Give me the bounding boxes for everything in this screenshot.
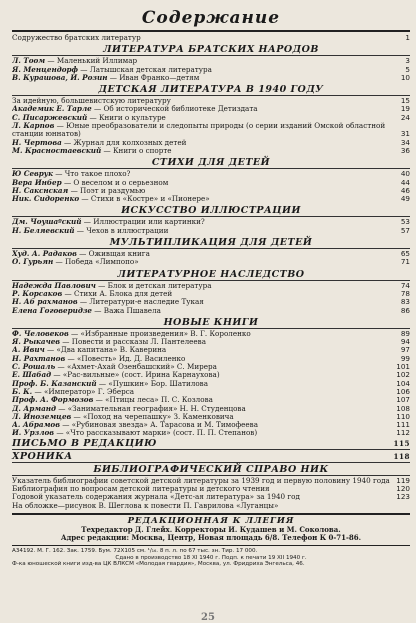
entry-page: 3 [405,56,410,66]
section [12,205,410,235]
entry-author: Ник. Сидоренко [12,195,80,204]
entry-page: 102 [396,370,410,380]
toc-entry [12,227,410,235]
entry-title: Маленький Иллимар [56,57,138,66]
entry-text [12,282,396,290]
entry-text [12,363,396,371]
entry-author: М. Красностаевский [12,146,102,155]
entry-text [12,105,396,113]
entry-title: «Что рассказывают марки» (сост. П. П. Степанов) [65,429,258,438]
dash-separator: — [53,258,66,267]
entry-title: Об исторической библиотеке Детиздата [103,105,258,114]
dash-separator: — [54,121,67,131]
chronicle-title: ХРОНИКА [12,450,73,462]
section-heading: СТИХИ ДЛЯ ДЕТЕЙ [12,157,410,169]
dash-separator: — [45,57,57,66]
entry-page: 78 [400,288,410,298]
toc-entry [12,250,410,258]
section [12,84,410,155]
entry-text [12,396,396,404]
entry-page: 46 [400,185,410,195]
entry-page: 65 [400,249,410,259]
entry-title: «Рас-вильные» (сост. Ирина Карнаухова) [62,371,220,380]
entry-page: 111 [396,420,410,430]
entry-author: Академик Е. Тарле [12,105,92,114]
entry-text [12,346,396,354]
dash-separator: — [91,105,104,114]
entry-page: 36 [400,145,410,155]
entry-title: Латышская детская литература [89,65,212,74]
dash-separator: — [93,396,106,405]
entry-author: Д. Арманд [12,404,57,413]
entry-title: Поэт и раздумью [80,186,146,195]
entry-text [12,371,396,379]
dash-separator: — [62,289,74,298]
contents-page [12,0,410,568]
entry-page: 57 [400,225,410,235]
colophon-line2: Адрес редакции: Москва, Центр, Новая площадь 6/8. Телефон К 0-71-86. [60,533,362,543]
toc-entry [12,413,410,421]
section-heading: ЛИТЕРАТУРНОЕ НАСЛЕДСТВО [12,269,410,281]
biblio-text: Библиография по вопросам детской литературы и детского чтения [12,483,270,493]
entry-author: Ю Севрук [12,170,53,179]
entry-text [12,187,396,195]
entry-page: 74 [400,280,410,290]
toc-entry [12,179,410,187]
entry-title: «Занимательная география» Н. Н. Студенцова [67,404,246,413]
section [12,269,410,315]
entry-page: 10 [400,72,410,82]
entry-author: Л. Карпов [12,121,55,131]
entry-title: Иван Франко—детям [119,73,200,82]
toc-entry [12,298,410,306]
section-heading: ДЕТСКАЯ ЛИТЕРАТУРА В 1940 ГОДУ [12,84,410,96]
entry-author: В. Курашова, И. Розин [12,73,108,82]
dash-separator: — [74,226,87,235]
entry-page: 89 [400,328,410,338]
section [12,317,410,438]
entry-title: Стихи в «Костре» и «Пионере» [90,195,210,204]
letters-page: 115 [393,438,410,448]
biblio-page: 119 [396,475,410,485]
entry-text [12,97,396,105]
toc-entry [12,74,410,82]
entry-text [12,139,396,147]
entry-page: 40 [400,169,410,179]
entry-text [12,250,396,258]
entry-text [12,307,396,315]
entry-author: Надежда Павлович [12,281,96,290]
entry-title: О веселом и о серьезном [73,178,169,187]
entry-title: Стихи А. Блока для детей [73,289,173,298]
entry-text [12,413,396,421]
entry-text [12,405,396,413]
entry-author: Проф. А. Формозов [12,396,94,405]
biblio-page: 120 [396,483,410,493]
toc-entry [12,290,410,298]
dash-separator: — [61,138,74,147]
entry-page: 49 [400,194,410,204]
dash-separator: — [59,421,72,430]
section [12,44,410,82]
sections [12,44,410,437]
entry-text [12,122,396,139]
entry-page: 86 [400,305,410,315]
entry-page: 110 [396,411,410,421]
entry-author: Н. Беляевский [12,226,75,235]
entry-author: Проф. Б. Казанский [12,379,97,388]
toc-entry [12,330,410,338]
section-heading: МУЛЬТИПЛИКАЦИЯ ДЛЯ ДЕТЕЙ [12,237,410,249]
entry-title: «Пушкин» Бор. Шатилова [108,379,208,388]
entry-text [12,429,396,437]
chronicle-page: 118 [393,451,410,461]
entry-title: Журнал для колхозных детей [73,138,187,147]
dash-separator: — [95,281,108,290]
entry-author: С. Рошаль [12,363,56,372]
entry-title: Книги о культуре [98,113,166,122]
biblio-list [12,477,410,510]
page-number: 25 [201,612,215,623]
entry-title: Победа «Лимпопо» [65,258,139,267]
toc-entry [12,122,410,139]
dash-separator: — [60,338,72,347]
toc-entry [12,57,410,65]
biblio-page: 123 [396,492,410,502]
letters-heading [12,438,410,450]
entry-title: Книги о спорте [112,146,172,155]
entry-title: Чехов в иллюстрации [86,226,169,235]
biblio-heading: БИБЛИОГРАФИЧЕСКИЙ СПРАВО НИК [12,464,410,476]
entry-author: Я. Рыкачев [12,338,61,347]
fine-line1: А34192. М. Г. 162. Зак. 1759. Бум. 72Х105 см. ¹/₁₆. 8 п. л. по 67 тыс. зн. Тир. 17 000. [12,547,258,554]
entry-text [12,74,396,82]
entry-text [12,330,396,338]
toc-entry [12,218,410,226]
entry-title: За идейную, большевистскую литературу [12,97,171,106]
entry-text [12,227,396,235]
entry-text [12,388,396,396]
toc-entry [12,282,410,290]
toc-entry [12,363,410,371]
section [12,237,410,267]
entry-title: Блок и детская литература [107,281,212,290]
dash-separator: — [68,186,81,195]
toc-entry [12,388,410,396]
dash-separator: — [76,250,89,259]
entry-page: 106 [396,386,410,396]
toc-entry [12,396,410,404]
entry-author: Л. Тоом [12,57,46,66]
entry-title: «Рубиновая звезда» А. Тарасова и М. Тимофеева [71,421,259,430]
entry-author: А. Ивич [12,346,45,355]
dash-separator: — [78,65,90,74]
entry-page: 53 [400,217,410,227]
entry-text [12,195,396,203]
entry-page: 5 [405,64,410,74]
dash-separator: — [65,354,77,363]
entry-text [12,147,396,155]
dash-separator: — [52,170,65,179]
entry-page: 15 [400,96,410,106]
entry-text [12,421,396,429]
entry-text [12,179,396,187]
fine-line2: Сдано в производство 18 XI 1940 г. Подп. к печати 19 XII 1940 г. [115,554,307,561]
entry-author: Худ. А. Радаков [12,250,77,259]
entry-title: Юные преобразователи и следопыты природы (о серии изданий Омской областной станции юннатов) [12,121,386,139]
entry-text [12,355,396,363]
entry-text [12,170,396,178]
entry-title: Иллюстрации или картинки? [93,218,205,227]
intro-page: 1 [405,33,410,42]
entry-text [12,258,396,266]
entry-page: 107 [396,395,410,405]
chronicle-heading [12,451,410,463]
biblio-text: На обложке—рисунок В. Шеглова к повести П. Гаврилова «Луганцы» [12,500,279,510]
dash-separator: — [79,195,91,204]
biblio-text: Годовой указатель содержания журнала «Детс-ая литература» за 1940 год [12,492,300,502]
dash-separator: — [44,346,57,355]
letters-title: ПИСЬМО В РЕДАКЦИЮ [12,437,157,449]
section-heading: ИСКУССТВО ИЛЛЮСТРАЦИИ [12,205,410,217]
dash-separator: — [87,113,99,122]
toc-entry [12,258,410,266]
entry-author: Н. Чертова [12,138,62,147]
toc-entry [12,170,410,178]
entry-author: Н. Сакснская [12,186,69,195]
dash-separator: — [54,429,66,438]
entry-title: «Повесть» Ид. Д. Василенко [76,354,186,363]
entry-text [12,66,396,74]
entry-title: Оживщая книга [88,250,150,259]
entry-page: 71 [400,257,410,267]
intro-row [12,34,410,42]
dash-separator: — [101,146,113,155]
entry-title: «Избранные произведения» В. Г. Короленко [80,329,251,338]
dash-separator: — [71,412,84,421]
toc-entry [12,147,410,155]
entry-author: Н. Аб рахманов [12,298,78,307]
entry-page: 24 [400,112,410,122]
dash-separator: — [56,404,68,413]
toc-entry [12,307,410,315]
toc-entry [12,346,410,354]
toc-entry [12,421,410,429]
entry-text [12,298,396,306]
colophon-heading: РЕДАКЦИОННАЯ К ЛЛЕГИЯ [12,513,410,526]
entry-text [12,290,396,298]
fine-line3: Ф-ка юношеской книги изд-ва ЦК ВЛКСМ «Молодая гвардия», Москва, ул. Фридриха Энгельса, 46. [12,561,305,568]
dash-separator: — [68,329,81,338]
entry-page: 31 [400,129,410,139]
toc-entry [12,338,410,346]
entry-author: Вера Инбер [12,178,62,187]
entry-title: «Два капитана» В. Каверина [56,346,167,355]
entry-page: 108 [396,403,410,413]
entry-title: Литератури-е наследие Тукая [89,298,204,307]
entry-text [12,57,396,65]
entry-author: Дм. Чоушаºский [12,218,82,227]
entry-title: Важа Пшавела [103,306,161,315]
entry-title: «Птицы леса» П. С. Козлова [105,396,213,405]
dash-separator: — [81,218,94,227]
entry-author: Р. Корсаков [12,289,63,298]
toc-entry [12,187,410,195]
entry-page: 83 [400,297,410,307]
toc-entry [12,195,410,203]
entry-title: «Поход на черепашку» З. Каменковича [83,412,234,421]
toc-entry [12,429,410,437]
dash-separator: — [32,387,44,396]
section [12,157,410,203]
dash-separator: — [51,371,63,380]
entry-author: С. Писаржевский [12,113,88,122]
entry-author: Н. Рахтанов [12,354,66,363]
entry-page: 44 [400,177,410,187]
toc-entry [12,97,410,105]
toc-entry [12,139,410,147]
entry-title: Что такое плохо? [64,170,131,179]
dash-separator: — [61,178,74,187]
entry-page: 34 [400,137,410,147]
entry-author: И. Урзлов [12,429,55,438]
dash-separator: — [55,363,67,372]
entry-title: «Ахмет-Ахай Озенбашский» С. Мирера [66,363,217,372]
entry-title: «Император» Г. Эберса [43,387,135,396]
entry-author: Б. К. [12,387,33,396]
dash-separator: — [107,73,120,82]
entry-author: Л. Иноземцев [12,412,72,421]
toc-entry [12,405,410,413]
entry-page: 97 [400,345,410,355]
toc-entry [12,371,410,379]
biblio-entry [12,502,410,510]
entry-page: 19 [400,104,410,114]
dash-separator: — [92,306,104,315]
entry-author: О. Гурьян [12,258,54,267]
dash-separator: — [77,298,90,307]
dash-separator: — [96,379,109,388]
biblio-text: Указатель библиографии советской детской литературы за 1939 год и первую половину 1940 года [12,475,390,485]
entry-text [12,218,396,226]
section-heading: НОВЫЕ КНИГИ [12,317,410,329]
intro-text: Содружество братских литератур [12,34,141,42]
entry-title: Повести и рассказы Л. Пантелеева [71,338,207,347]
entry-author: А. Абрамов [12,421,60,430]
entry-page: 112 [396,428,410,438]
toc-entry [12,380,410,388]
entry-page: 104 [396,378,410,388]
section-heading: ЛИТЕРАТУРА БРАТСКИХ НАРОДОВ [12,44,410,56]
entry-author: Елена Гоговеридзе [12,306,93,315]
entry-author: Ф. Человеков [12,329,69,338]
entry-author: Е. Шабад [12,371,52,380]
toc-entry [12,105,410,113]
toc-entry [12,66,410,74]
entry-author: Я. Менцендорф [12,65,78,74]
divider [12,30,410,32]
entry-page: 94 [400,337,410,347]
page-title: Содержание [141,8,281,28]
entry-text [12,338,396,346]
entry-page: 99 [400,353,410,363]
colophon-fine [12,545,410,568]
entry-page: 101 [396,362,410,372]
colophon-line1: Техредактор Д. Глейх. Корректоры И. Кудашев и М. Соколова. [81,524,341,534]
entry-text [12,380,396,388]
toc-entry [12,355,410,363]
